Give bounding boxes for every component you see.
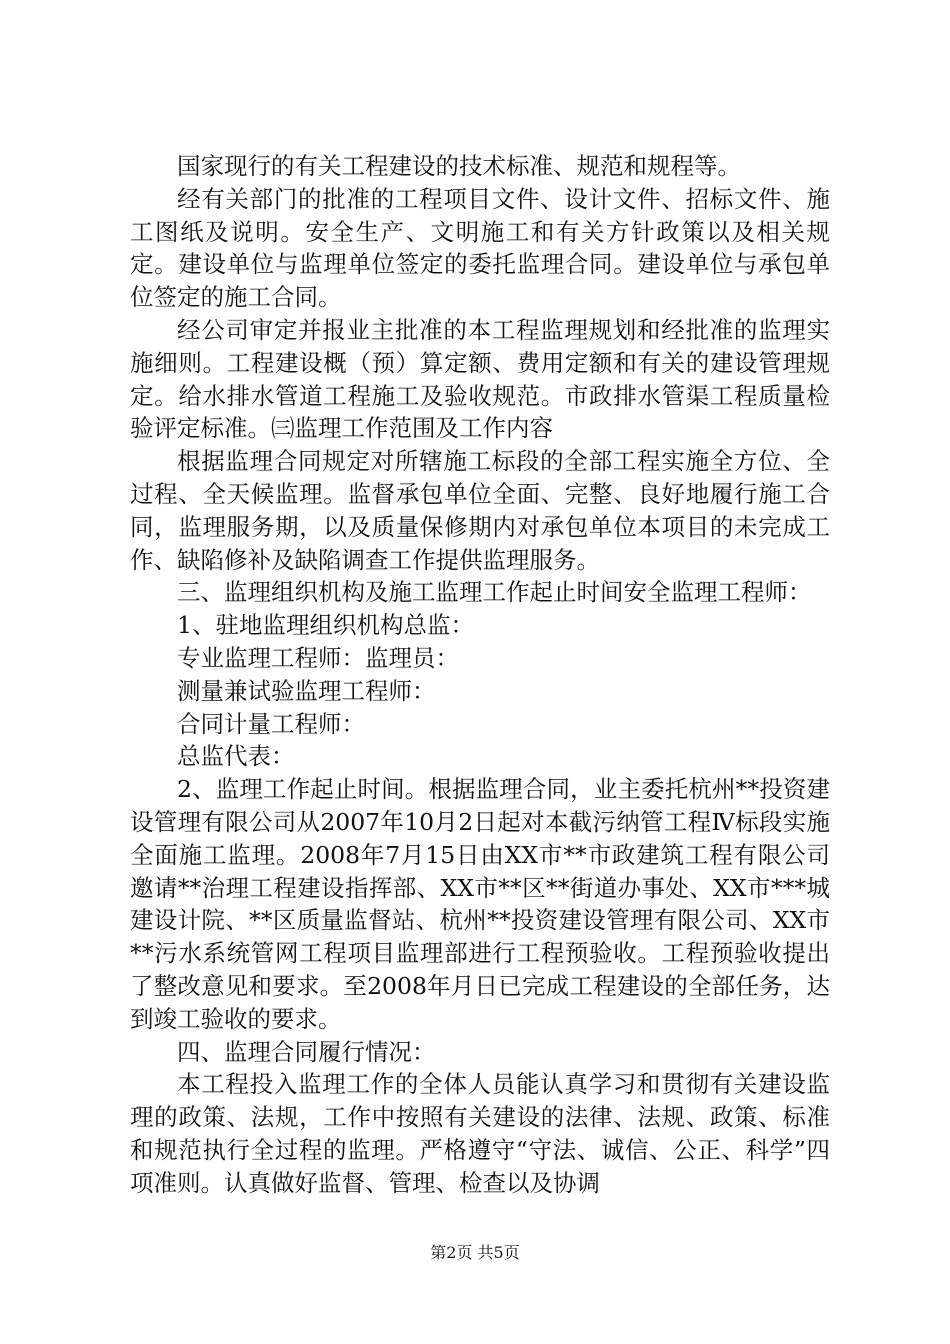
page-number-footer: 第2页 共5页 [430,1243,520,1262]
section-heading-organization: 三、监理组织机构及施工监理工作起止时间安全监理工程师： [177,578,812,607]
document-body [130,150,830,1200]
paragraph-chief-supervisor: 1、驻地监理组织机构总监： [177,611,474,640]
paragraph-contract-performance: 本工程投入监理工作的全体人员能认真学习和贯彻有关建设监理的政策、法规，工作中按照有关建设的法律、法规、政策、标准和规范执行全过程的监理。严格遵守“守法、诚信、公正、科学”四项准则。认真做好监督、管理、检查以及协调 [130,1070,830,1197]
paragraph-scope: 根据监理合同规定对所辖施工标段的全部工程实施全方位、全过程、全天候监理。监督承包单位全面、完整、良好地履行施工合同，监理服务期，以及质量保修期内对承包单位本项目的未完成工作、缺陷修补及缺陷调查工作提供监理服务。 [130,447,830,574]
paragraph-survey-engineer: 测量兼试验监理工程师： [177,676,436,705]
paragraph-chief-representative: 总监代表： [177,742,295,771]
paragraph-contract-engineer: 合同计量工程师： [177,709,365,738]
paragraph-standards: 国家现行的有关工程建设的技术标准、规范和规程等。 [177,152,741,180]
paragraph-work-period: 2、监理工作起止时间。根据监理合同，业主委托杭州**投资建设管理有限公司从2007年10月2日起对本截污纳管工程Ⅳ标段实施全面施工监理。2008年7月15日由XX市**市政建筑工程有限公司邀请**治理工程建设指挥部、XX市**区**街道办事处、XX市***城建设计院、**区质量监督站、杭州**投资建设管理有限公司、XX市**污水系统管网工程项目监理部进行工程预验收。工程预验收提出了整改意见和要求。至2008年月日已完成工程建设的全部任务，达到竣工验收的要求。 [130,775,830,1033]
paragraph-supervision-plan: 经公司审定并报业主批准的本工程监理规划和经批准的监理实施细则。工程建设概（预）算定额、费用定额和有关的建设管理规定。给水排水管道工程施工及验收规范。市政排水管渠工程质量检验评定标准。㈢监理工作范围及工作内容 [130,315,830,443]
section-heading-contract-performance: 四、监理合同履行情况： [177,1037,436,1066]
paragraph-approval-documents: 经有关部门的批准的工程项目文件、设计文件、招标文件、施工图纸及说明。安全生产、文明施工和有关方针政策以及相关规定。建设单位与监理单位签定的委托监理合同。建设单位与承包单位签定的施工合同。 [130,184,830,312]
paragraph-professional-engineer: 专业监理工程师：监理员： [177,643,459,672]
